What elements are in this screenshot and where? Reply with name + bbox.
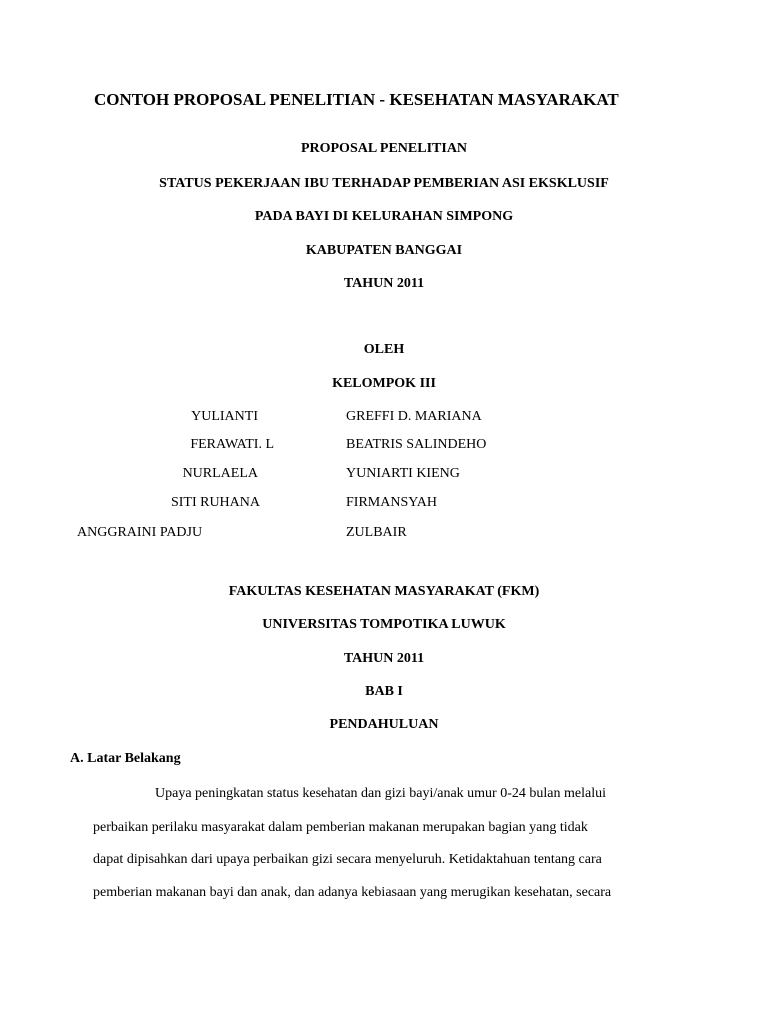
proposal-label: PROPOSAL PENELITIAN: [300, 141, 468, 156]
section-heading: A. Latar Belakang: [70, 751, 181, 766]
member-right-5: ZULBAIR: [346, 525, 407, 540]
by-label: OLEH: [363, 342, 405, 357]
member-left-1: YULIANTI: [191, 409, 258, 424]
member-right-2: BEATRIS SALINDEHO: [346, 437, 487, 452]
paragraph-line-2: perbaikan perilaku masyarakat dalam pemberian makanan merupakan bagian yang tidak: [93, 820, 588, 835]
faculty-name: FAKULTAS KESEHATAN MASYARAKAT (FKM): [228, 584, 540, 599]
proposal-title-line-1: STATUS PEKERJAAN IBU TERHADAP PEMBERIAN ASI EKSKLUSIF: [159, 176, 609, 191]
document-header: CONTOH PROPOSAL PENELITIAN - KESEHATAN MASYARAKAT: [94, 90, 619, 109]
member-left-4: SITI RUHANA: [170, 495, 260, 510]
chapter-number: BAB I: [365, 684, 403, 699]
member-left-2: FERAWATI. L: [190, 437, 274, 452]
member-right-4: FIRMANSYAH: [346, 495, 438, 510]
proposal-title-line-2: PADA BAYI DI KELURAHAN SIMPONG: [254, 209, 514, 224]
group-label: KELOMPOK III: [332, 376, 436, 391]
member-right-1: GREFFI D. MARIANA: [346, 409, 482, 424]
university-name: UNIVERSITAS TOMPOTIKA LUWUK: [262, 617, 506, 632]
member-left-5: ANGGRAINI PADJU: [77, 525, 203, 540]
chapter-title: PENDAHULUAN: [329, 717, 439, 732]
paragraph-line-4: pemberian makanan bayi dan anak, dan adanya kebiasaan yang merugikan kesehatan, secara: [93, 885, 612, 900]
institution-year: TAHUN 2011: [343, 651, 425, 666]
member-right-3: YUNIARTI KIENG: [346, 466, 460, 481]
member-left-3: NURLAELA: [182, 466, 258, 481]
paragraph-line-3: dapat dipisahkan dari upaya perbaikan gizi secara menyeluruh. Ketidaktahuan tentang cara: [93, 852, 602, 867]
proposal-title-line-3: KABUPATEN BANGGAI: [305, 243, 463, 258]
proposal-title-line-4: TAHUN 2011: [343, 276, 425, 291]
paragraph-line-1: Upaya peningkatan status kesehatan dan gizi bayi/anak umur 0-24 bulan melalui: [155, 786, 606, 801]
